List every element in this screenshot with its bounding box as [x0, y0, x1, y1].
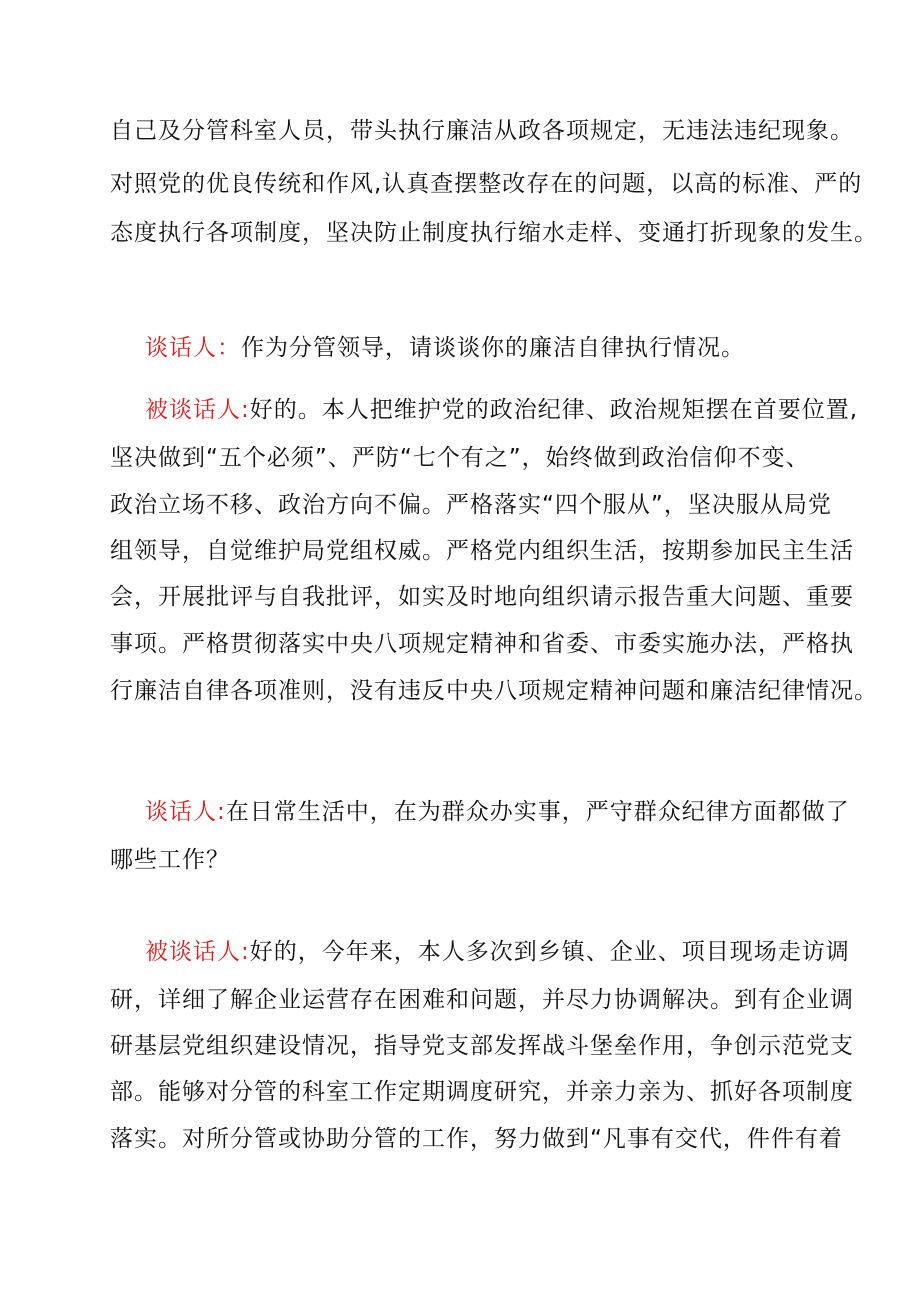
answer-line: 组领导，自觉维护局党组权威。严格党内组织生活，按期参加民主生活 — [110, 538, 854, 564]
interviewee-label: 被谈话人: — [145, 939, 250, 965]
question-text: 作为分管领导，请谈谈你的廉洁自律执行情况。 — [241, 335, 745, 361]
answer-line: 会，开展批评与自我批评，如实及时地向组织请示报告重大问题、重要 — [110, 584, 854, 610]
answer-line: 部。能够对分管的科室工作定期调度研究，并亲力亲为、抓好各项制度 — [110, 1079, 854, 1105]
interviewer-label: 谈话人: — [145, 799, 226, 825]
answer-line: 研基层党组织建设情况，指导党支部发挥战斗堡垒作用，争创示范党支 — [110, 1033, 854, 1059]
answer-line: 落实。对所分管或协助分管的工作，努力做到“凡事有交代，件件有着 — [110, 1126, 843, 1152]
answer-line: 事项。严格贯彻落实中央八项规定精神和省委、市委实施办法，严格执 — [110, 631, 854, 657]
paragraph-line: 自己及分管科室人员，带头执行廉洁从政各项规定，无违法违纪现象。 — [110, 118, 854, 144]
answer-line: 坚决做到“五个必须”、严防“七个有之”，始终做到政治信仰不变、 — [110, 445, 810, 471]
answer-line: 研，详细了解企业运营存在困难和问题，并尽力协调解决。到有企业调 — [110, 987, 854, 1013]
paragraph-line: 对照党的优良传统和作风,认真查摆整改存在的问题，以高的标准、严的 — [110, 171, 863, 197]
question-line — [145, 797, 850, 827]
question-line: 哪些工作？ — [110, 847, 230, 873]
answer-line: 行廉洁自律各项准则，没有违反中央八项规定精神问题和廉洁纪律情况。 — [110, 678, 878, 704]
paragraph-line: 态度执行各项制度，坚决防止制度执行缩水走样、变通打折现象的发生。 — [110, 220, 878, 246]
answer-text: 好的。本人把维护党的政治纪律、政治规矩摆在首要位置, — [249, 397, 859, 423]
interviewee-label: 被谈话人: — [145, 397, 250, 423]
question-text: 在日常生活中，在为群众办实事，严守群众纪律方面都做了 — [225, 799, 850, 825]
question-line — [145, 333, 745, 363]
answer-line: 政治立场不移、政治方向不偏。严格落实“四个服从”，坚决服从局党 — [110, 492, 832, 518]
answer-first-line — [145, 937, 850, 967]
answer-first-line — [145, 395, 858, 425]
answer-text: 好的，今年来，本人多次到乡镇、企业、项目现场走访调 — [249, 939, 850, 965]
interviewer-label: 谈话人： — [145, 335, 241, 361]
